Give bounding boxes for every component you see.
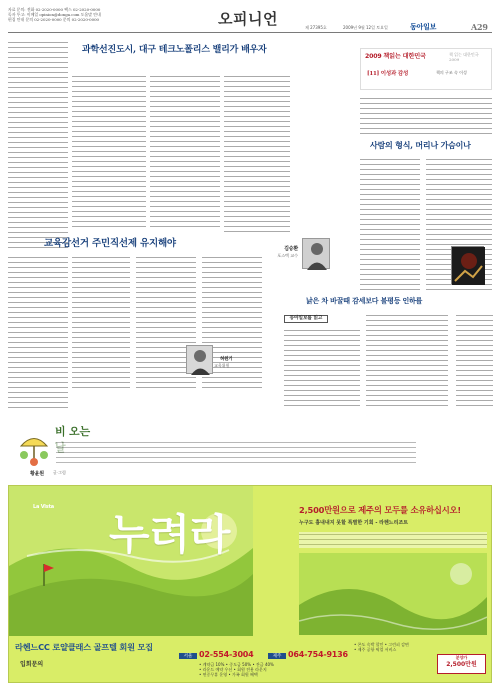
main-column-title: 과학선진도시, 대구 테크노폴리스 밸리가 배우자 <box>82 45 267 55</box>
letters-label: 동아일보를 읽고 <box>289 316 323 321</box>
book-column-note: 책의 구조 속 이성 <box>436 70 467 75</box>
header-left-meta <box>8 7 140 22</box>
ad-detail-list-right <box>354 642 488 652</box>
ad-banner-title: 라헨느CC 로얄클래스 골프텔 회원 모집 <box>15 642 153 652</box>
ad-body-text <box>299 532 487 548</box>
ad-price-label: 분양가 <box>455 655 468 660</box>
main-author-name: 김승환 <box>284 246 298 252</box>
book-cover-image <box>451 246 484 284</box>
cartoon-drawing <box>16 433 52 467</box>
left-body-text <box>8 40 68 250</box>
golf-course-icon <box>299 553 487 635</box>
ad-course-photo <box>299 553 487 635</box>
book-column-header: 2009 책읽는 대한민국 <box>365 53 426 60</box>
education-author-photo <box>186 345 213 374</box>
book-column-subheader: [11] 이성과 감성 <box>367 71 409 77</box>
ad-price-value: 2,500만원 <box>446 661 477 668</box>
ad-jeju-phone: 064-754-9136 <box>288 650 348 659</box>
education-author-role: 교육위원 <box>214 363 230 368</box>
ad-inquiry-label: 입회문의 <box>20 661 44 668</box>
book-column-top-text <box>360 96 492 136</box>
ad-seoul-phone: 02-554-3004 <box>199 650 254 659</box>
book-cover-icon <box>452 247 485 285</box>
ad-price-box <box>437 654 486 674</box>
book-column-title: 사람의 형식, 머리나 가슴이나 <box>370 140 471 150</box>
ad-offer-line-1: 2,500만원으로 제주의 모두를 소유하십시오! <box>299 505 461 515</box>
header-meta-line: 독자 투고: 이메일 opinion@donga.com 도움말 안내 <box>8 12 101 17</box>
ad-jeju-label: 제주 <box>268 653 286 659</box>
publication-date: 2009년 9월 12일 토요일 <box>343 25 388 30</box>
main-column-body-2 <box>150 74 220 228</box>
ad-detail-list <box>199 662 345 677</box>
section-title: 오피니언 <box>218 10 278 28</box>
ad-detail-line: • 콘도 숙박 할인 • 그린피 감면 <box>354 642 409 647</box>
main-author-role: 포스텍 교수 <box>277 253 298 258</box>
cartoon-handwritten-text <box>56 440 416 463</box>
letters-body-3 <box>456 313 493 408</box>
main-column-body-3 <box>224 74 290 234</box>
ad-detail-line: • 라운드 예약 우선 • 회원 전용 라운지 <box>199 667 267 672</box>
letters-label-wrap <box>284 315 328 323</box>
portrait-icon <box>303 239 331 270</box>
page-number: A29 <box>471 22 488 32</box>
cartoon-author: 황윤원 <box>30 471 44 477</box>
main-column-body <box>72 74 146 228</box>
ad-detail-line: • 연중무휴 운영 • 가족 회원 혜택 <box>199 672 258 677</box>
umbrella-icon <box>16 433 52 467</box>
letters-body <box>284 328 360 410</box>
header-meta-line: 자료 문의: 전화 02-2020-0000 팩스 02-2020-0000 <box>8 7 101 12</box>
portrait-icon <box>187 346 214 375</box>
letters-body-2 <box>366 313 448 408</box>
education-body <box>72 255 130 391</box>
left-body-text-2 <box>8 255 68 411</box>
book-column-box <box>360 48 492 90</box>
ad-brand-small: La Vista <box>33 504 54 510</box>
cartoon-section <box>8 415 492 478</box>
ad-seoul-label: 서울 <box>179 653 197 659</box>
ad-detail-line: • 계약금 10% • 중도금 50% • 잔금 40% <box>199 662 274 667</box>
book-column-label: 책 읽는 대한민국 2009 <box>449 52 479 62</box>
education-title: 교육감선거 주민직선제 유지해야 <box>44 238 176 249</box>
ad-detail-line: • 제주 공항 픽업 서비스 <box>354 647 397 652</box>
top-rule <box>8 32 492 33</box>
paper-name: 동아일보 <box>410 22 437 31</box>
issue-number: 제 27395호 <box>305 25 327 30</box>
ad-section <box>8 485 492 683</box>
header-meta-line: 편집 안내 문의 02-2020-0000 문의 02-2020-0000 <box>8 17 100 22</box>
letters-title: 낡은 차 바꿀때 감세보다 불평등 인하를 <box>306 296 423 305</box>
ad-offer-line-2: 누구도 흉내내지 못할 특별한 기회 - 라헨느리조트 <box>299 520 409 526</box>
book-column-body <box>360 157 420 294</box>
cartoon-label: 글·그림 <box>53 470 66 475</box>
cartoon-title: 비 오는 <box>55 425 90 438</box>
education-author-name: 허원기 <box>220 357 233 362</box>
main-author-photo <box>302 238 330 269</box>
ad-main-text: 누려라 <box>109 510 231 559</box>
